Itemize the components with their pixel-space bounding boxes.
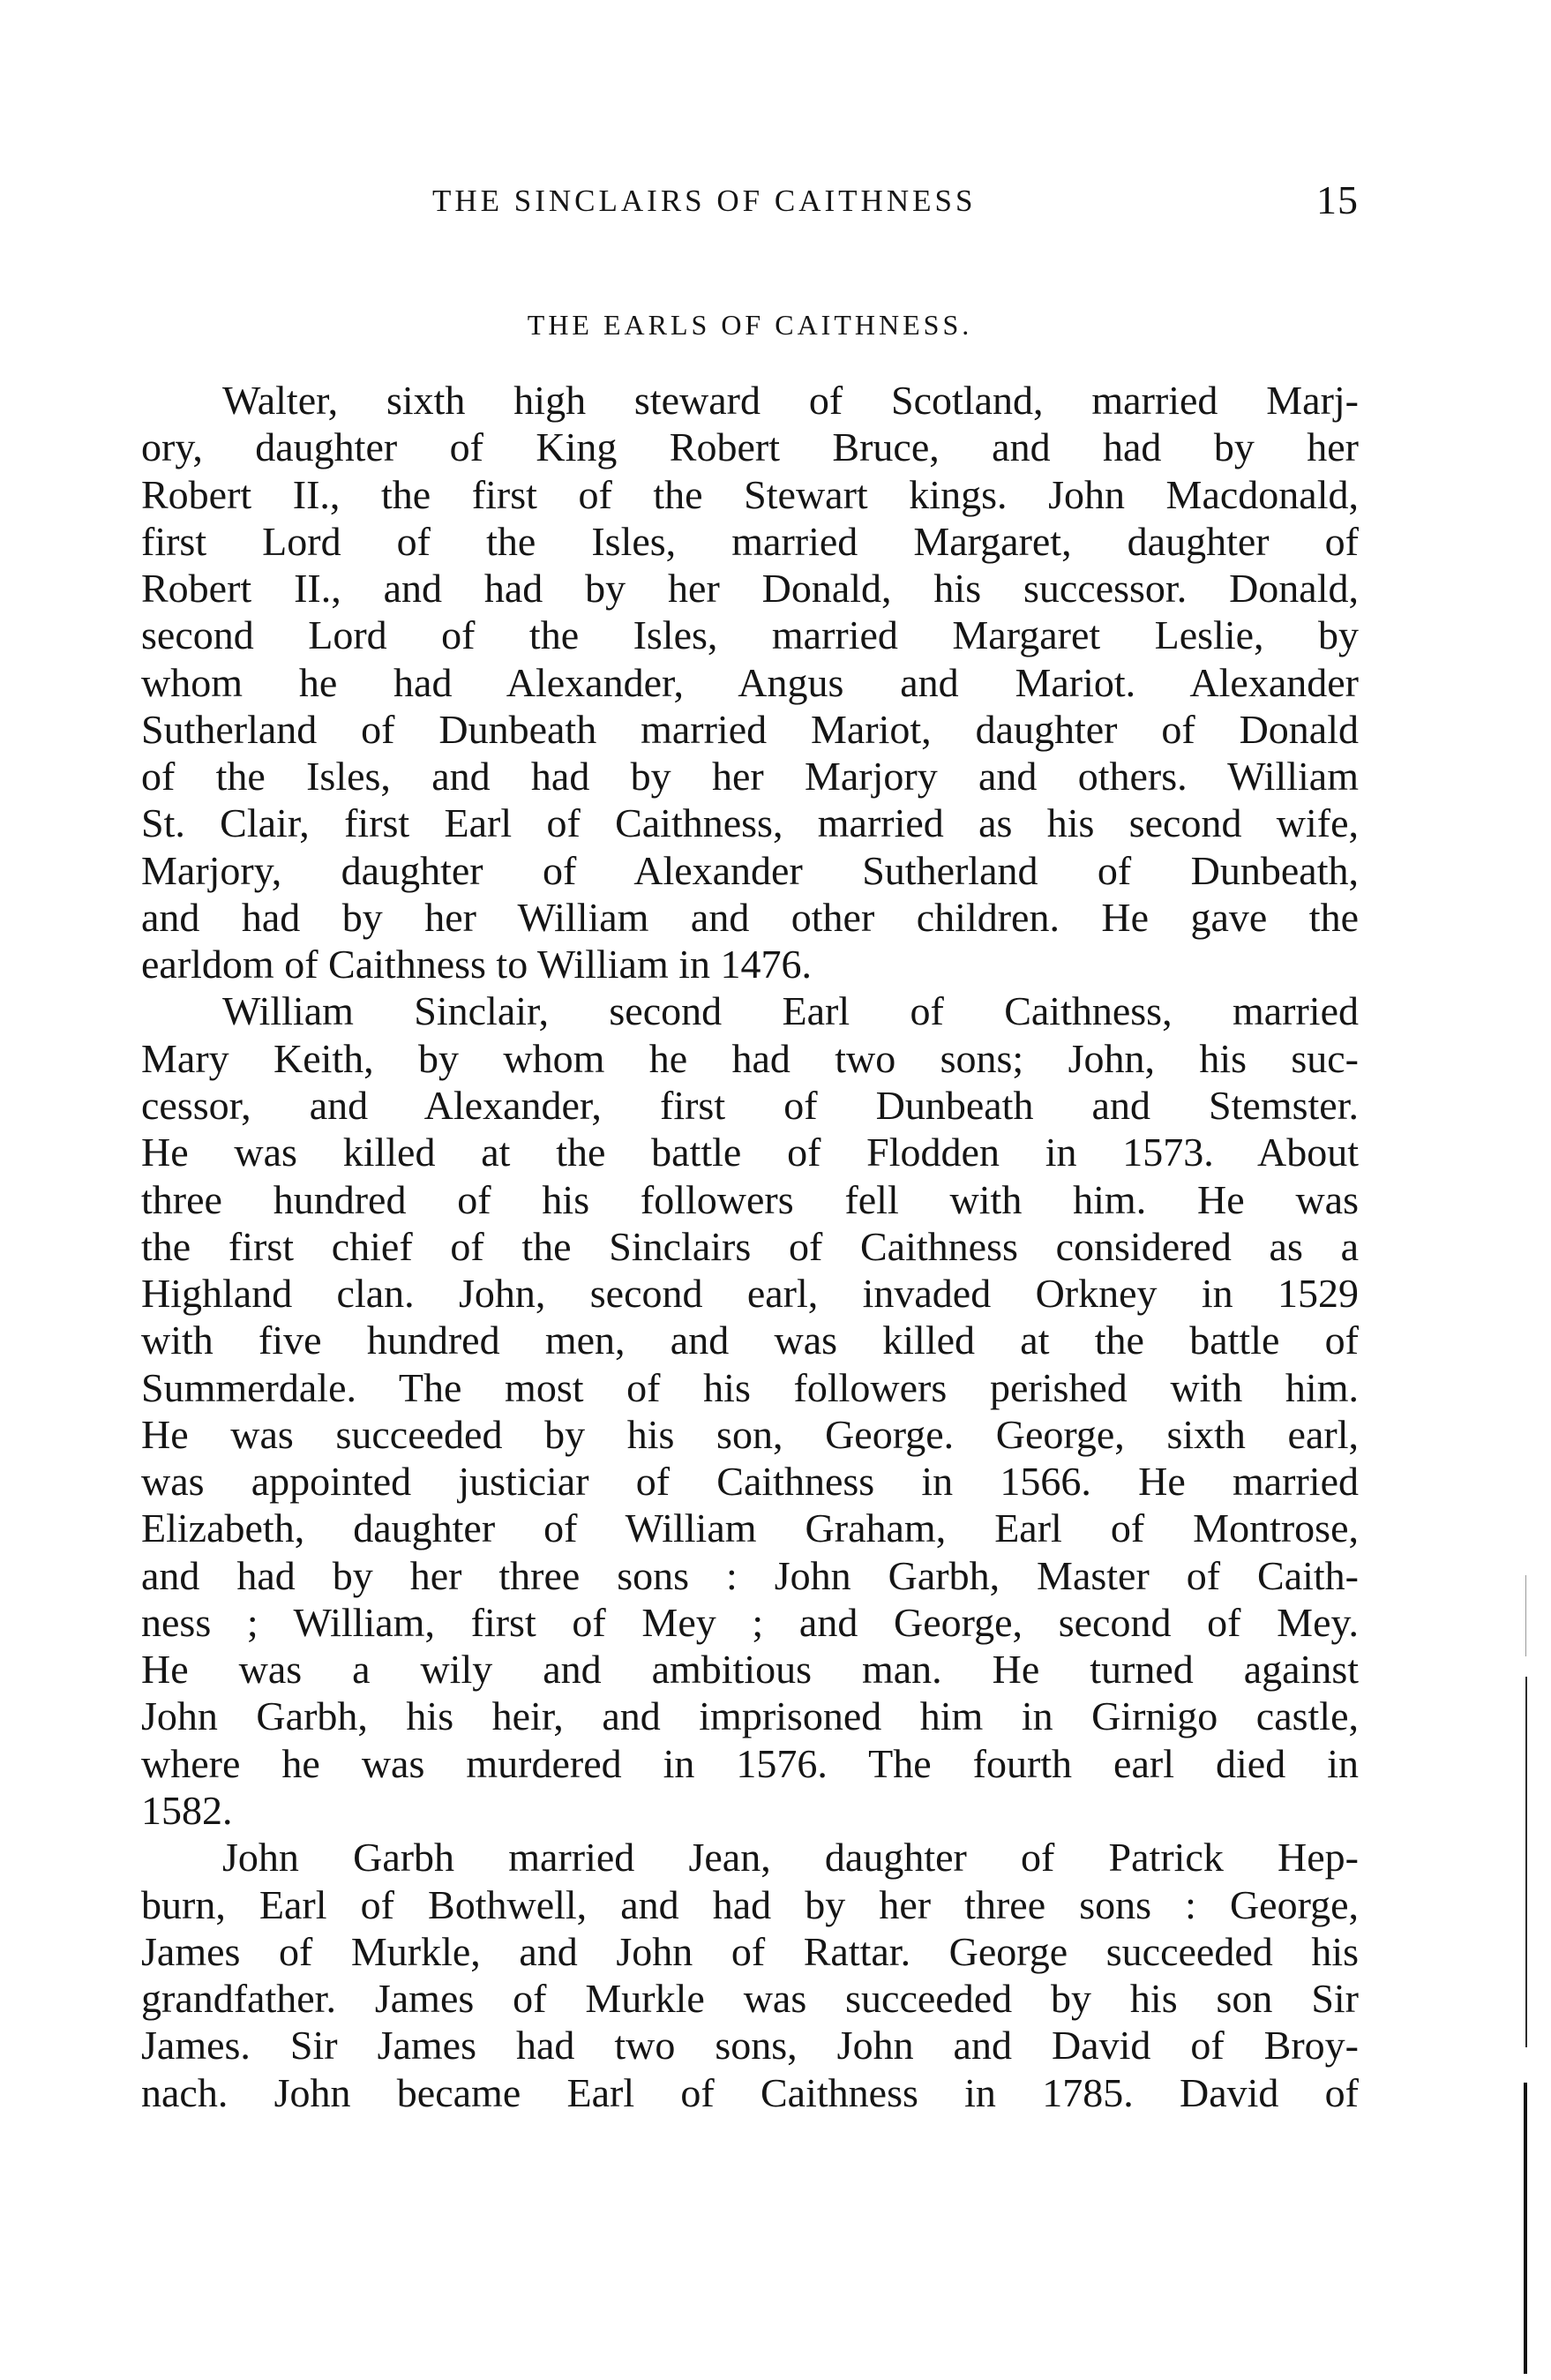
text-line: Mary Keith, by whom he had two sons; John, his suc- xyxy=(141,1035,1359,1081)
text-line: burn, Earl of Bothwell, and had by her three sons : George, xyxy=(141,1881,1359,1927)
page-edge-rule xyxy=(1524,2083,1527,2374)
text-line: John Garbh married Jean, daughter of Patrick Hep- xyxy=(222,1835,1359,1881)
text-line: ory, daughter of King Robert Bruce, and had by her xyxy=(141,424,1359,470)
text-line: He was a wily and ambitious man. He turned against xyxy=(141,1647,1359,1693)
running-title: THE SINCLAIRS OF CAITHNESS xyxy=(432,184,977,218)
text-line: and had by her William and other children. He gave the xyxy=(141,894,1359,940)
text-line: the first chief of the Sinclairs of Caithness considered as a xyxy=(141,1223,1359,1269)
text-line: William Sinclair, second Earl of Caithness, married xyxy=(222,988,1359,1034)
running-head xyxy=(141,176,1359,229)
body-text xyxy=(141,377,1359,2116)
text-line: John Garbh, his heir, and imprisoned him in Girnigo castle, xyxy=(141,1693,1359,1739)
text-line: James. Sir James had two sons, John and David of Broy- xyxy=(141,2023,1359,2068)
text-line: of the Isles, and had by her Marjory and others. William xyxy=(141,754,1359,800)
page-edge-rule xyxy=(1525,1575,1526,1656)
text-line: Robert II., and had by her Donald, his successor. Donald, xyxy=(141,566,1359,612)
text-line: nach. John became Earl of Caithness in 1785. David of xyxy=(141,2069,1359,2115)
text-line: Robert II., the first of the Stewart kings. John Macdonald, xyxy=(141,471,1359,517)
text-line: Walter, sixth high steward of Scotland, married Marj- xyxy=(222,378,1359,423)
text-line: Sutherland of Dunbeath married Mariot, daughter of Donald xyxy=(141,706,1359,752)
text-line: Marjory, daughter of Alexander Sutherland of Dunbeath, xyxy=(141,847,1359,893)
text-line: first Lord of the Isles, married Margaret, daughter of xyxy=(141,518,1359,564)
text-line: second Lord of the Isles, married Margaret Leslie, by xyxy=(141,612,1359,658)
text-line: with five hundred men, and was killed at the battle of xyxy=(141,1318,1359,1363)
text-line: three hundred of his followers fell with him. He was xyxy=(141,1176,1359,1222)
text-line: Elizabeth, daughter of William Graham, Earl of Montrose, xyxy=(141,1505,1359,1551)
text-line: St. Clair, first Earl of Caithness, married as his second wife, xyxy=(141,800,1359,846)
page-number: 15 xyxy=(1316,177,1359,222)
text-line: 1582. xyxy=(141,1787,233,1833)
text-line: ness ; William, first of Mey ; and George, second of Mey. xyxy=(141,1599,1359,1645)
text-line: and had by her three sons : John Garbh, Master of Caith- xyxy=(141,1552,1359,1598)
text-line: whom he had Alexander, Angus and Mariot. Alexander xyxy=(141,659,1359,705)
text-line: James of Murkle, and John of Rattar. George succeeded his xyxy=(141,1928,1359,1974)
text-line: Summerdale. The most of his followers perished with him. xyxy=(141,1364,1359,1410)
page-edge-rule xyxy=(1525,1677,1527,2047)
text-line: He was succeeded by his son, George. George, sixth earl, xyxy=(141,1411,1359,1457)
text-line: grandfather. James of Murkle was succeeded by his son Sir xyxy=(141,1976,1359,2022)
text-line: cessor, and Alexander, first of Dunbeath and Stemster. xyxy=(141,1082,1359,1128)
text-line: where he was murdered in 1576. The fourth earl died in xyxy=(141,1740,1359,1786)
text-line: Highland clan. John, second earl, invaded Orkney in 1529 xyxy=(141,1271,1359,1317)
text-line: earldom of Caithness to William in 1476. xyxy=(141,942,813,987)
text-line: He was killed at the battle of Flodden in 1573. About xyxy=(141,1130,1359,1175)
text-line: was appointed justiciar of Caithness in 1566. He married xyxy=(141,1459,1359,1505)
section-heading: THE EARLS OF CAITHNESS. xyxy=(527,309,973,341)
